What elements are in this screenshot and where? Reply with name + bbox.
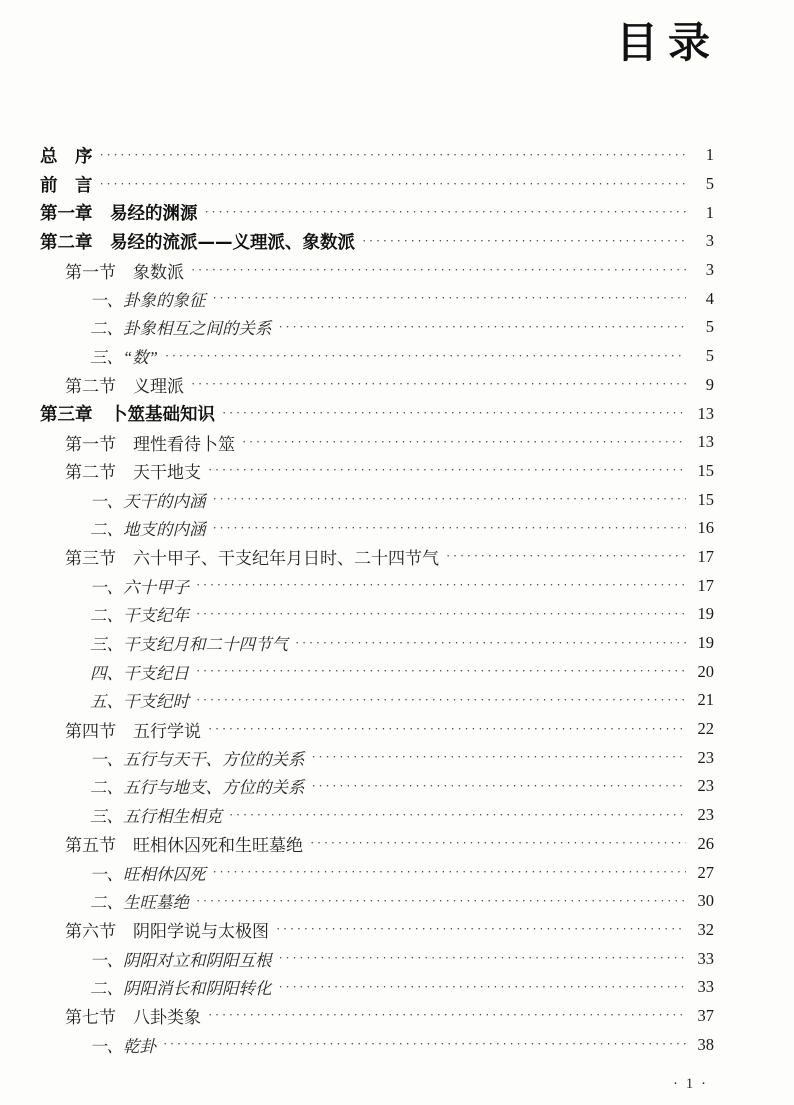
toc-entry-page-number: 5 [705,346,714,366]
toc-entry-page-number: 23 [697,805,714,825]
toc-entry-page-number: 5 [705,174,714,194]
dot-leader [196,578,686,591]
dot-leader [208,463,686,476]
toc-entry-label: 第二节 义理派 [65,377,184,397]
toc-entry-label: 第七节 八卦类象 [65,1008,201,1028]
toc-entry-label: 第五节 旺相休囚死和生旺墓绝 [65,836,303,856]
toc-entry [40,1002,714,1031]
toc-entry [40,457,714,486]
dot-leader [312,750,687,763]
toc-entry-page-number: 32 [697,919,714,939]
toc-entry-page-number: 15 [697,489,714,509]
dot-leader [191,263,686,276]
dot-leader [213,492,687,505]
dot-leader [196,693,686,706]
toc-entry [40,227,714,256]
toc-entry-label: 三、干支纪月和二十四节气 [90,635,288,655]
dot-leader [276,922,686,935]
toc-entry-page-number: 1 [705,202,714,222]
toc-entry [40,830,714,859]
toc-entry-label: 一、阴阳对立和阴阳互根 [90,950,272,970]
toc-entry-label: 第一节 象数派 [65,262,184,282]
toc-entry-page-number: 17 [697,575,714,595]
toc-entry-label: 总 序 [40,146,93,167]
toc-entry-page-number: 9 [705,374,714,394]
dot-leader [196,894,686,907]
toc-entry-label: 一、卦象的象征 [90,290,206,310]
toc-entry-page-number: 17 [697,546,714,566]
toc-entry-label: 前 言 [40,175,93,196]
toc-entry [40,743,714,772]
toc-entry-page-number: 26 [697,833,714,853]
toc-entry [40,1030,714,1059]
dot-leader [229,808,686,821]
toc-entry-label: 二、阴阳消长和阴阳转化 [90,979,272,999]
toc-entry [40,485,714,514]
toc-entry [40,256,714,285]
toc-entry [40,801,714,830]
dot-leader [205,205,687,218]
dot-leader [279,951,687,964]
toc-entry [40,657,714,686]
dot-leader [446,549,686,562]
toc-entry-label: 一、六十甲子 [90,577,189,597]
toc-entry [40,428,714,457]
toc-entry [40,858,714,887]
dot-leader [213,521,687,534]
toc-entry [40,600,714,629]
toc-entry [40,543,714,572]
toc-entry [40,170,714,199]
toc-entry-label: 三、五行相生相克 [90,807,222,827]
toc-entry-page-number: 13 [697,432,714,452]
toc-entry-page-number: 3 [705,260,714,280]
toc-entry-label: 二、卦象相互之间的关系 [90,319,272,339]
toc-entry [40,514,714,543]
toc-entry-page-number: 5 [705,317,714,337]
toc-entry [40,973,714,1002]
toc-entry-label: 三、“数” [90,348,158,368]
toc-entry-page-number: 33 [697,977,714,997]
dot-leader [191,377,686,390]
toc-entry-page-number: 22 [697,719,714,739]
toc-entry [40,887,714,916]
toc-entry-label: 一、天干的内涵 [90,491,206,511]
toc-entry-label: 一、乾卦 [90,1036,156,1056]
toc-entry-page-number: 19 [697,633,714,653]
toc-entry-label: 一、五行与天干、方位的关系 [90,749,305,769]
toc-entry-label: 第四节 五行学说 [65,721,201,741]
toc-entry [40,198,714,227]
toc-entry-page-number: 38 [697,1034,714,1054]
dot-leader [196,607,686,620]
toc-entry-label: 第二章 易经的流派——义理派、象数派 [40,232,355,253]
toc-entry [40,284,714,313]
dot-leader [100,148,687,161]
dot-leader [213,865,687,878]
toc-entry-label: 二、生旺墓绝 [90,893,189,913]
toc-entry-label: 第三节 六十甲子、干支纪年月日时、二十四节气 [65,549,439,569]
toc-entry-label: 二、地支的内涵 [90,520,206,540]
dot-leader [163,1037,686,1050]
dot-leader [312,779,687,792]
dot-leader [279,980,687,993]
toc-entry-label: 四、干支纪日 [90,663,189,683]
dot-leader [100,177,687,190]
toc-entry-page-number: 23 [697,776,714,796]
dot-leader [242,435,686,448]
toc-entry [40,686,714,715]
toc-entry-page-number: 37 [697,1005,714,1025]
toc-entry [40,399,714,428]
toc-entry-label: 第三章 卜筮基础知识 [40,405,215,426]
toc-entry-page-number: 1 [705,145,714,165]
toc-entry-page-number: 27 [697,862,714,882]
toc-entry-page-number: 19 [697,604,714,624]
toc-entry-page-number: 15 [697,460,714,480]
dot-leader [208,1008,686,1021]
toc-entry [40,772,714,801]
toc-entry-label: 第六节 阴阳学说与太极图 [65,922,269,942]
toc-entry-label: 第一章 易经的渊源 [40,204,198,225]
dot-leader [208,722,686,735]
toc-entry-label: 第一节 理性看待卜筮 [65,434,235,454]
toc-entry [40,629,714,658]
toc-list [40,141,714,1059]
page-title: 目录 [615,18,720,67]
toc-entry [40,916,714,945]
toc-entry-page-number: 16 [697,518,714,538]
toc-entry [40,342,714,371]
toc-entry [40,141,714,170]
toc-entry [40,944,714,973]
toc-entry [40,313,714,342]
toc-entry-page-number: 4 [705,288,714,308]
toc-entry-label: 一、旺相休囚死 [90,864,206,884]
dot-leader [362,234,686,247]
toc-entry-label: 第二节 天干地支 [65,463,201,483]
dot-leader [213,291,687,304]
toc-entry [40,715,714,744]
dot-leader [295,636,686,649]
toc-entry-page-number: 30 [697,891,714,911]
dot-leader [165,349,686,362]
toc-entry [40,571,714,600]
toc-entry [40,371,714,400]
toc-entry-label: 五、干支纪时 [90,692,189,712]
dot-leader [279,320,687,333]
dot-leader [310,836,686,849]
toc-entry-label: 二、干支纪年 [90,606,189,626]
toc-entry-page-number: 33 [697,948,714,968]
toc-entry-page-number: 20 [697,661,714,681]
dot-leader [196,664,686,677]
toc-entry-page-number: 13 [697,403,714,423]
toc-entry-label: 二、五行与地支、方位的关系 [90,778,305,798]
toc-entry-page-number: 21 [697,690,714,710]
folio-page-number: · 1 · [673,1076,708,1092]
toc-entry-page-number: 23 [697,747,714,767]
toc-entry-page-number: 3 [705,231,714,251]
dot-leader [222,406,686,419]
